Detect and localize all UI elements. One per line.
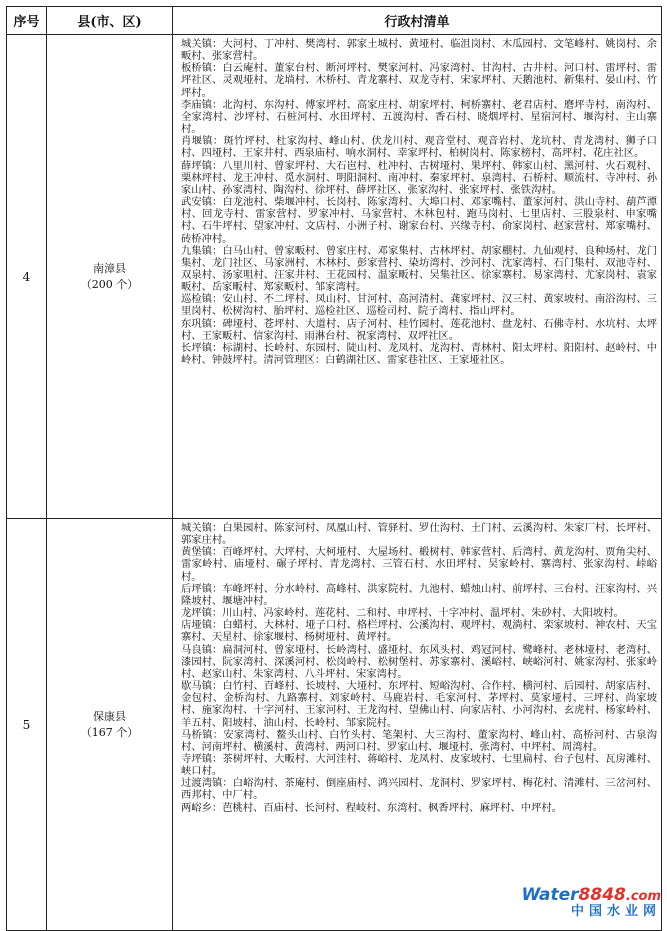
header-county: 县(市、区)	[47, 7, 173, 35]
header-row	[7, 7, 662, 35]
town-village-list: 李庙镇：北沟村、东沟村、傅家坪村、高家庄村、胡家坪村、柯桥寨村、老君店村、磨坪寺村、南沟村、全家湾村、沙坪村、石桩河村、水田坪村、五渡沟村、香石村、晓烟坪村、星宿河村、堰沟村、主山寨村。	[181, 98, 657, 136]
header-index: 序号	[7, 7, 47, 35]
town-village-list: 城关镇：大河村、丁冲村、樊湾村、郭家土城村、黄垭村、临沮岗村、木瓜园村、文笔峰村、姚岗村、余畈村、张家营村。	[181, 38, 657, 63]
town-village-list: 马桥镇：安家湾村、鳌头山村、白竹头村、笔架村、大三沟村、董家沟村、峰山村、高桥河村、古泉沟村、河南坪村、横溪村、黄湾村、两河口村、罗家山村、堰垭村、张湾村、中坪村、周湾村。	[181, 728, 657, 753]
table-row	[7, 519, 662, 931]
table-body	[7, 35, 662, 931]
town-village-list: 武安镇：白龙池村、柴堰冲村、长岗村、陈家湾村、大埠口村、邓家嘴村、董家河村、洪山寺村、葫芦潭村、回龙寺村、雷家营村、罗家冲村、马家营村、木林包村、跑马岗村、七里店村、三股泉村、申家嘴村、石牛坪村、望家冲村、文店村、小洲子村、谢家台村、兴缘寺村、俞家岗村、赵家营村、郑家嘴村、砖桥冲村。	[181, 196, 657, 245]
town-village-list: 肖堰镇：斑竹坪村、杜家沟村、峰山村、伏龙川村、观音堂村、观音岩村、龙坑村、青龙湾村、狮子口村、四垭村、王家井村、西泉庙村、响水洞村、幸家坪村、柏树岗村、陈家榜村、高坪村、花庄社区。	[181, 135, 657, 160]
town-village-list: 两峪乡：芭桃村、百庙村、长河村、程岐村、东湾村、枫香坪村、麻坪村、中坪村。	[181, 801, 562, 814]
town-village-list: 龙坪镇：川山村、冯家岭村、莲花村、二和村、申坪村、十字冲村、温坪村、朱砂村、大阳坡村。	[181, 607, 624, 620]
watermark-brand-a: Water	[521, 885, 579, 905]
row-index: 4	[7, 35, 47, 519]
town-village-list: 城关镇：白果园村、陈家河村、凤凰山村、管驿村、罗仕沟村、土门村、云溪沟村、朱家厂村、长坪村、郭家庄村。	[181, 522, 657, 547]
town-village-list: 板桥镇：白云庵村、董家台村、断河坪村、樊家河村、冯家湾村、甘沟村、古井村、河口村、雷坪村、雷坪社区、灵观垭村、龙埫村、木桥村、青龙寨村、双龙寺村、宋家坪村、天鹅池村、新集村、晏山村、竹坪村。	[181, 62, 657, 99]
town-village-list: 薛坪镇：八里川村、曾家坪村、大石岜村、杜冲村、古树垭村、果坪村、韩家山村、黑河村、火石观村、栗林坪村、龙王冲村、觅水洞村、明阳洞村、南冲村、秦家坪村、泉湾村、石桥村、顺流村、寺冲村、孙家山村、孙家湾村、陶沟村、徐坪村、薛坪社区、张家沟村、张家坪村、张铁沟村。	[181, 159, 657, 196]
town-village-list: 歇马镇：白竹村、百峰村、长坡村、大垭村、东坪村、短峪沟村、合作村、横河村、后园村、胡家店村、金包村、金桥沟村、九路寨村、刘家岭村、马鹿岩村、毛家河村、茅坪村、莫家垭村、三坪村、尚家坡村、施家沟村、十字河村、王家河村、王龙沟村、望佛山村、向家店村、小河沟村、玄虎村、杨家岭村、羊五村、阳坡村、油山村、长岭村、邹家院村。	[181, 680, 657, 729]
watermark-cn: 中国水业网	[570, 904, 661, 919]
town-village-list: 寺坪镇：茶树坪村、大畈村、大河洼村、蒋峪村、龙凤村、皮家坡村、七里扁村、台子包村、瓦房滩村、峡口村。	[181, 752, 657, 778]
county-village-count: （167 个）	[80, 725, 139, 739]
county-cell	[47, 519, 173, 931]
town-village-list: 过渡湾镇：白峪沟村、茶庵村、倒座庙村、鸿兴园村、龙洞村、罗家坪村、梅花村、清滩村、三岔河村、西邦村、中厂村。	[181, 777, 657, 802]
village-list-cell	[173, 519, 662, 931]
county-name: 南漳县	[93, 261, 126, 275]
watermark-brand-suffix: .com	[625, 889, 661, 904]
watermark-logo	[521, 887, 661, 904]
watermark-brand-b: 8848	[578, 885, 626, 905]
town-village-list: 店垭镇：白蜡村、大林村、垭子口村、格栏坪村、公溪沟村、观坪村、观淌村、栾家坡村、神农村、天宝寨村、天星村、徐家堰村、杨树垭村、黄坪村。	[181, 619, 657, 644]
village-list-table	[6, 6, 662, 931]
watermark	[521, 887, 661, 918]
county-cell	[47, 35, 173, 519]
town-village-list: 黄堡镇：百峰坪村、大坪村、大柯垭村、大屋场村、椴树村、韩家营村、后湾村、黄龙沟村、贾角尖村、雷家岭村、庙垭村、碾子坪村、青龙湾村、三管石村、水田坪村、吴家岭村、寨湾村、张家沟村、峠峪村。	[181, 546, 657, 583]
county-name: 保康县	[93, 709, 126, 723]
town-village-list: 马良镇：扁洞河村、曾家垭村、长岭湾村、盛垭村、东风头村、鸡冠河村、鹭峰村、老林垭村、老湾村、漆园村、阮家湾村、深溪河村、松岗岭村、松树堡村、苏家寨村、溪峪村、峡峪河村、姚家沟村、张家岭村、赵家山村、朱家湾村、八斗坪村、宋家湾村。	[181, 643, 657, 680]
table-row	[7, 35, 662, 519]
town-village-list: 长坪镇：标湖村、长岭村、东园村、陡山村、龙凤村、龙沟村、青林村、阳太坪村、阳阳村、赵岭村、中岭村、钟鼓坪村。清河管理区：白鹤湖社区、雷家巷社区、王家垭社区。	[181, 341, 657, 367]
county-village-count: （200 个）	[80, 277, 139, 291]
town-village-list: 九集镇：白马山村、曾家畈村、曾家庄村、邓家集村、古林坪村、胡家棚村、九仙观村、良种场村、龙门集村、龙门社区、马家洲村、木林村、彭家营村、染坊湾村、沙河村、沈家湾村、石门集村、双池寺村、双泉村、汤家咀村、汪家井村、王花园村、温家畈村、吴集社区、徐家寨村、易家湾村、尤家岗村、袁家畈村、岳家畈村、郑家畈村、邹家湾村。	[181, 244, 657, 294]
row-index: 5	[7, 519, 47, 931]
header-villages: 行政村清单	[173, 7, 662, 35]
village-list-cell	[173, 35, 662, 519]
town-village-list: 东巩镇：碑垭村、苍坪村、大道村、店子河村、桂竹园村、莲花池村、盘龙村、石佛寺村、水坑村、太坪村、王家畈村、信家沟村、雨淋台村、祝家湾村、双坪社区。	[181, 317, 657, 342]
town-village-list: 后坪镇：车峰坪村、分水岭村、高峰村、洪家院村、九池村、蜡烛山村、前坪村、三台村、汪家沟村、兴隆坡村、堰塘冲村。	[181, 582, 657, 607]
town-village-list: 巡检镇：安山村、不二坪村、凤山村、甘河村、高河清村、龚家坪村、汉三村、黄家坡村、南浴沟村、三里岗村、松树沟村、胎坪村、巡检社区、巡检司村、院子湾村、指山坪村。	[181, 293, 657, 318]
